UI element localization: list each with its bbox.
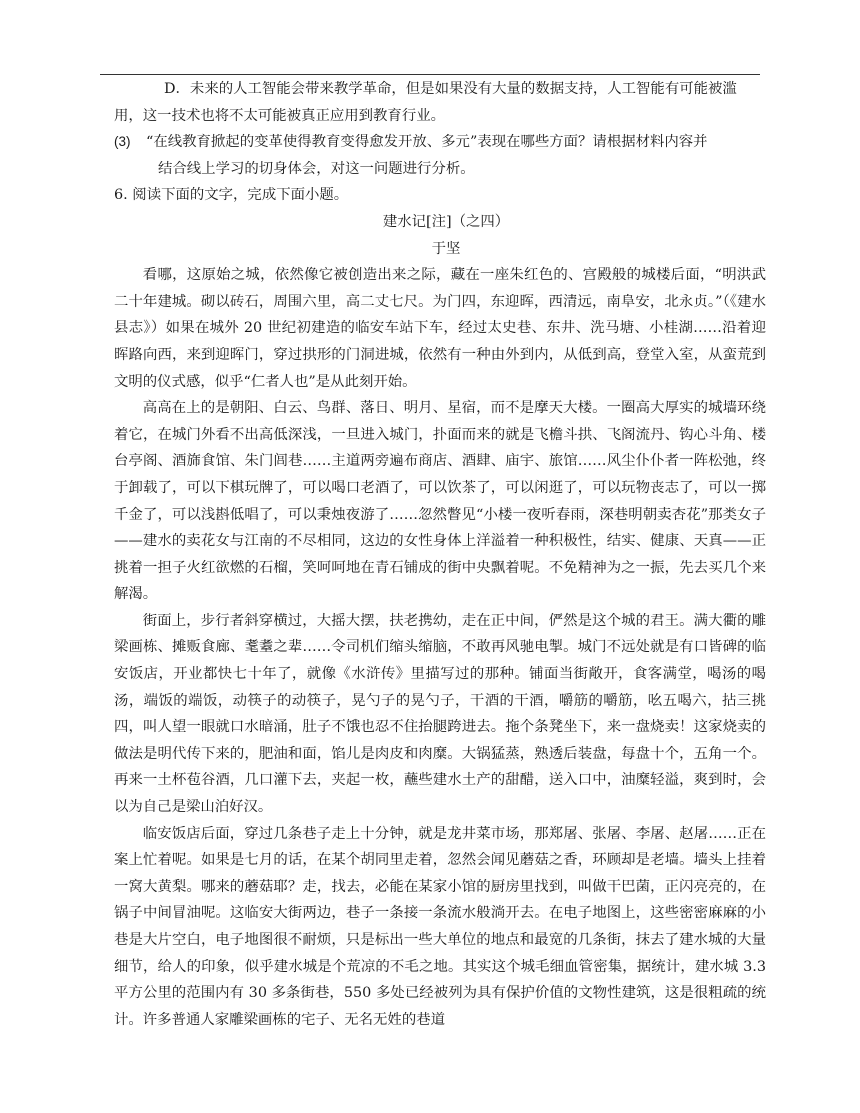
article-title: 建水记[注]（之四） (382, 213, 510, 230)
article-paragraph-1: 看哪，这原始之城，依然像它被创造出来之际，藏在一座朱红色的、宫殿般的城楼后面，“明洪武二十年建城。砌以砖石，周围六里，高二丈七尺。为门四，东迎晖，西清远，南阜安，北永贞。”（《建水县志》）如果在城外 20 世纪初建造的临安车站下车，经过太史巷、东井、洗马塘、小桂湖……沿着迎晖路向西，来到迎晖门，穿过拱形的门洞进城，依然有一种由外到内，从低到高，登堂入室，从蛮荒到文明的仪式感，似乎“仁者人也”是从此刻开始。 (114, 267, 766, 390)
question-6-prompt: 6. 阅读下面的文字，完成下面小题。 (114, 187, 349, 204)
question-3-line1: “在线教育掀起的变革使得教育变得愈发开放、多元”表现在哪些方面？请根据材料内容并 (146, 134, 708, 151)
question-3 (114, 129, 766, 156)
article-paragraph-3: 街面上，步行者斜穿横过，大摇大摆，扶老携幼，走在正中间，俨然是这个城的君王。满大衢的雕梁画栋、摊贩食廊、耄耋之辈……令司机们缩头缩脑，不敢再风驰电掣。城门不远处就是有口皆碑的临安饭店，开业都快七十年了，就像《水浒传》里描写过的那种。铺面当街敞开，食客满堂，喝汤的喝汤，端饭的端饭，动筷子的动筷子，晃勺子的晃勺子，干酒的干酒，嚼筋的嚼筋，吆五喝六，拈三挑四，叫人望一眼就口水暗涌，肚子不饿也忍不住抬腿跨进去。拖个条凳坐下，来一盘烧卖！这家烧卖的做法是明代传下来的，肥油和面，馅儿是肉皮和肉糜。大锅猛蒸，熟透后装盘，每盘十个，五角一个。再来一土杯苞谷酒，几口灌下去，夹起一枚，蘸些建水土产的甜醋，送入口中，油糜轻溢，爽到时，会以为自己是梁山泊好汉。 (114, 612, 766, 816)
option-d-line1: D．未来的人工智能会带来教学革命，但是如果没有大量的数据支持，人工智能有可能被滥 (164, 81, 737, 97)
article-author: 于坚 (431, 240, 461, 257)
article-paragraph-4: 临安饭店后面，穿过几条巷子走上十分钟，就是龙井菜市场，那郑屠、张屠、李屠、赵屠……正在案上忙着呢。如果是七月的话，在某个胡同里走着，忽然会闻见蘑菇之香，环顾却是老墙。墙头上挂着一窝大黄梨。哪来的蘑菇耶？走，找去，必能在某家小馆的厨房里找到，叫做干巴菌，正闪亮亮的，在锅子中间冒油呢。这临安大街两边，巷子一条接一条流水般淌开去。在电子地图上，这些密密麻麻的小巷是大片空白，电子地图很不耐烦，只是标出一些大单位的地点和最宽的几条街，抹去了建水城的大量细节，给人的印象，似乎建水城是个荒凉的不毛之地。其实这个城毛细血管密集，据统计，建水城 3.3 平方公里的范围内有 30 多条街巷，550 多处已经被列为具有保护价值的文物性建筑，这是很粗疏的统计。许多普通人家雕梁画栋的宅子、无名无姓的巷道 (114, 825, 766, 1028)
article-paragraph-2: 高高在上的是朝阳、白云、鸟群、落日、明月、星宿，而不是摩天大楼。一圈高大厚实的城墙环绕着它，在城门外看不出高低深浅，一旦进入城门，扑面而来的就是飞檐斗拱、飞阁流丹、钩心斗角、楼台亭阁、酒旆食馆、朱门闾巷……主道两旁遍布商店、酒肆、庙宇、旅馆……风尘仆仆者一阵松弛，终于卸载了，可以下棋玩牌了，可以喝口老酒了，可以饮茶了，可以闲逛了，可以玩物丧志了，可以一掷千金了，可以浅斟低唱了，可以秉烛夜游了……忽然瞥见“小楼一夜听春雨，深巷明朝卖杏花”那类女子——建水的卖花女与江南的不尽相同，这边的女性身体上洋溢着一种积极性，结实、健康、天真——正挑着一担子火红欲燃的石榴，笑呵呵地在青石铺成的街中央飘着呢。不免精神为之一振，先去买几个来解渴。 (114, 400, 766, 603)
question-3-number: (3) (114, 134, 131, 150)
header-rule (100, 74, 760, 75)
question-3-line2: 结合线上学习的切身体会，对这一问题进行分析。 (158, 160, 475, 177)
document-body (114, 76, 766, 1033)
option-d-line2: 用，这一技术也将不太可能被真正应用到教育行业。 (114, 107, 445, 124)
